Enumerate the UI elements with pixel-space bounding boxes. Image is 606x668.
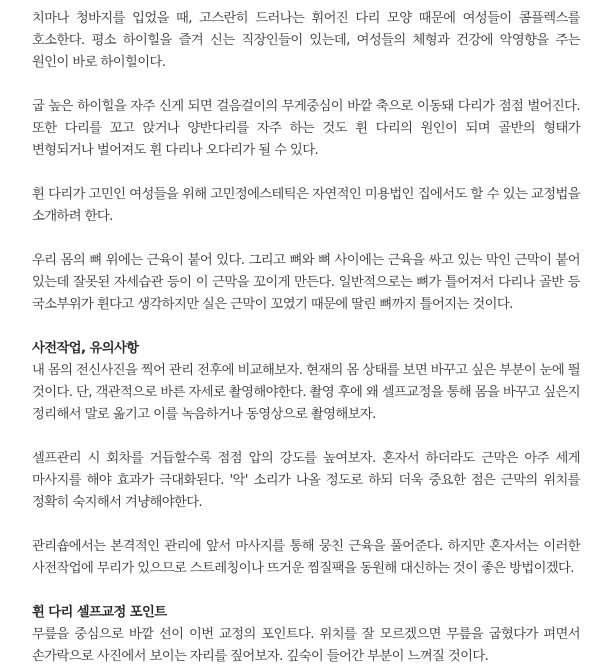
correction-paragraph-1: 무릎을 중심으로 바깥 선이 이번 교정의 포인트다. 위치를 잘 모르겠으면 무릎을 굽혔다가 펴면서 손가락으로 사진에서 보이는 자리를 짚어보자. 깊숙이 들어간 부분이 느껴질 것이다.: [32, 627, 580, 664]
intro-paragraph-2: 굽 높은 하이힐을 자주 신게 되면 걸음걸이의 무게중심이 바깥 축으로 이동돼 다리가 점점 벌어진다. 또한 다리를 꼬고 앉거나 양반다리를 자주 하는 것도 휜 다리의 원인이 되며 골반의 형태가 변형되거나 벌어져도 휜 다리나 오다리가 될 수 있다.: [32, 99, 580, 158]
preparation-paragraph-3: 관리숍에서는 본격적인 관리에 앞서 마사지를 통해 뭉친 근육을 풀어준다. 하지만 혼자서는 이러한 사전작업에 무리가 있으므로 스트레칭이나 뜨거운 찜질팩을 동원해 대신하는 것이 좋은 방법이겠다.: [32, 539, 580, 576]
intro-paragraph-1: 치마나 청바지를 입었을 때, 고스란히 드러나는 휘어진 다리 모양 때문에 여성들이 콤플렉스를 호소한다. 평소 하이힐을 즐겨 신는 직장인들이 있는데, 여성들의 체형과 건강에 악영향을 주는 원인이 바로 하이힐이다.: [32, 11, 580, 70]
section-heading-correction-points: 휜 다리 셀프교정 포인트: [32, 605, 167, 620]
intro-paragraph-4: 우리 몸의 뼈 위에는 근육이 붙어 있다. 그리고 뼈와 뼈 사이에는 근육을 싸고 있는 막인 근막이 붙어 있는데 잘못된 자세습관 등이 이 근막을 꼬이게 만든다. 일반적으로는 뼈가 틀어져서 다리나 골반 등 국소부위가 휜다고 생각하지만 실은 근막이 꼬였기 때문에 딸린 뼈까지 틀어지는 것이다.: [32, 253, 580, 312]
section-correction-points: [32, 602, 580, 668]
preparation-paragraph-2: 셀프관리 시 회차를 거듭할수록 점점 압의 강도를 높여보자. 혼자서 하더라도 근막은 아주 세게 마사지를 해야 효과가 극대화된다. '악' 소리가 나올 정도로 하되 더욱 중요한 점은 근막의 위치를 정확히 숙지해서 겨냥해야한다.: [32, 451, 580, 510]
intro-paragraph-3: 휜 다리가 고민인 여성들을 위해 고민정에스테틱은 자연적인 미용법인 집에서도 할 수 있는 교정법을 소개하려 한다.: [32, 187, 580, 224]
section-preparation: [32, 338, 580, 580]
section-heading-preparation: 사전작업, 유의사항: [32, 341, 139, 356]
preparation-paragraph-1: 내 몸의 전신사진을 찍어 관리 전후에 비교해보자. 현재의 몸 상태를 보면 바꾸고 싶은 부분이 눈에 띌 것이다. 단, 객관적으로 바른 자세로 촬영해야한다. 촬영 후에 왜 셀프교정을 통해 몸을 바꾸고 싶은지 정리해서 말로 옮기고 이를 녹음하거나 동영상으로 촬영해보자.: [32, 363, 580, 422]
